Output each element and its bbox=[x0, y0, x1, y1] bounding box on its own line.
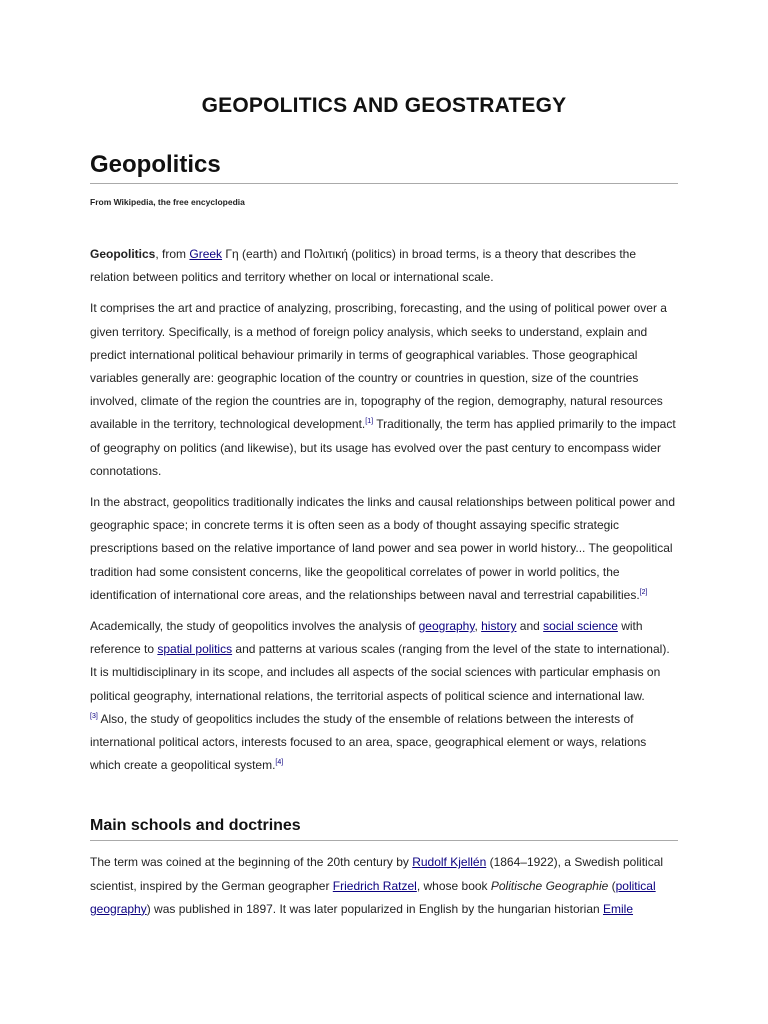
link-rudolf-kjellen[interactable]: Rudolf Kjellén bbox=[412, 855, 487, 870]
link-spatial-politics[interactable]: spatial politics bbox=[157, 642, 233, 657]
book-title: Politische Geographie bbox=[490, 878, 609, 893]
link-political-geography[interactable]: political geography bbox=[90, 878, 656, 916]
citation-1 bbox=[365, 418, 373, 425]
citation-2-link[interactable]: [2] bbox=[639, 588, 648, 596]
paragraph-intro: Geopolitics, from Greek Γη (earth) and Πολιτική (politics) in broad terms, is a theory that describes the relation between politics and territory whether on local or international scale. bbox=[90, 247, 637, 285]
link-friedrich-ratzel[interactable]: Friedrich Ratzel bbox=[332, 878, 417, 893]
link-emile[interactable]: Emile bbox=[603, 901, 634, 916]
article bbox=[90, 150, 678, 929]
citation-4-link[interactable]: [4] bbox=[275, 759, 284, 767]
term-bold: Geopolitics bbox=[90, 247, 156, 261]
citation-3 bbox=[90, 713, 98, 720]
article-heading: Geopolitics bbox=[90, 150, 678, 184]
document-title: GEOPOLITICS AND GEOSTRATEGY bbox=[201, 94, 567, 117]
paragraph-definition: It comprises the art and practice of analyzing, proscribing, forecasting, and the using of political power over a given territory. Specifically, is a method of foreign policy analysis, which seeks to understand, explain and predict international political behaviour primarily in terms of geographical variables. Those geographical variables generally are: geographic location of the country or countries in question, size of the countries involved, climate of the region the countries are in, topography of the region, demography, natural resources available in the territory, technological development.[1] Traditionally, the term has applied primarily to the impact of geography on politics (and likewise), but its usage has evolved over the past century to encompass wider connotations. bbox=[90, 301, 676, 478]
citation-1-link[interactable]: [1] bbox=[365, 418, 374, 426]
citation-3-link[interactable]: [3] bbox=[90, 712, 98, 720]
paragraph-origins: The term was coined at the beginning of the 20th century by Rudolf Kjellén (1864–1922), a Swedish political scientist, inspired by the German geographer Friedrich Ratzel, whose book Politische Geographie (political geography) was published in 1897. It was later popularized in English by the hungarian historian Emile bbox=[90, 855, 664, 916]
link-geography[interactable]: geography bbox=[418, 619, 475, 634]
site-tagline: From Wikipedia, the free encyclopedia bbox=[90, 197, 245, 207]
link-greek[interactable]: Greek bbox=[189, 247, 223, 261]
paragraph-abstract: In the abstract, geopolitics traditionally indicates the links and causal relationships between political power and geographic space; in concrete terms it is often seen as a body of thought assaying specific strategic prescriptions based on the relative importance of land power and sea power in world history... The geopolitical tradition had some consistent concerns, like the geopolitical correlates of power in world politics, the identification of international core areas, and the relationships between naval and terrestrial capabilities.[2] bbox=[90, 495, 676, 602]
link-social-science[interactable]: social science bbox=[543, 619, 618, 634]
paragraph-academic: Academically, the study of geopolitics involves the analysis of geography, history and social science with reference to spatial politics and patterns at various scales (ranging from the level of the state to international). It is multidisciplinary in its scope, and includes all aspects of the social sciences with particular emphasis on political geography, international relations, the territorial aspects of political science and international law. [3] Also, the study of geopolitics includes the study of the ensemble of relations between the interests of international political actors, interests focused to an area, space, geographical element or ways, relations which create a geopolitical system.[4] bbox=[90, 619, 670, 773]
citation-4 bbox=[275, 759, 283, 766]
link-history[interactable]: history bbox=[481, 619, 517, 634]
citation-2 bbox=[640, 589, 648, 596]
section-heading: Main schools and doctrines bbox=[90, 816, 678, 841]
